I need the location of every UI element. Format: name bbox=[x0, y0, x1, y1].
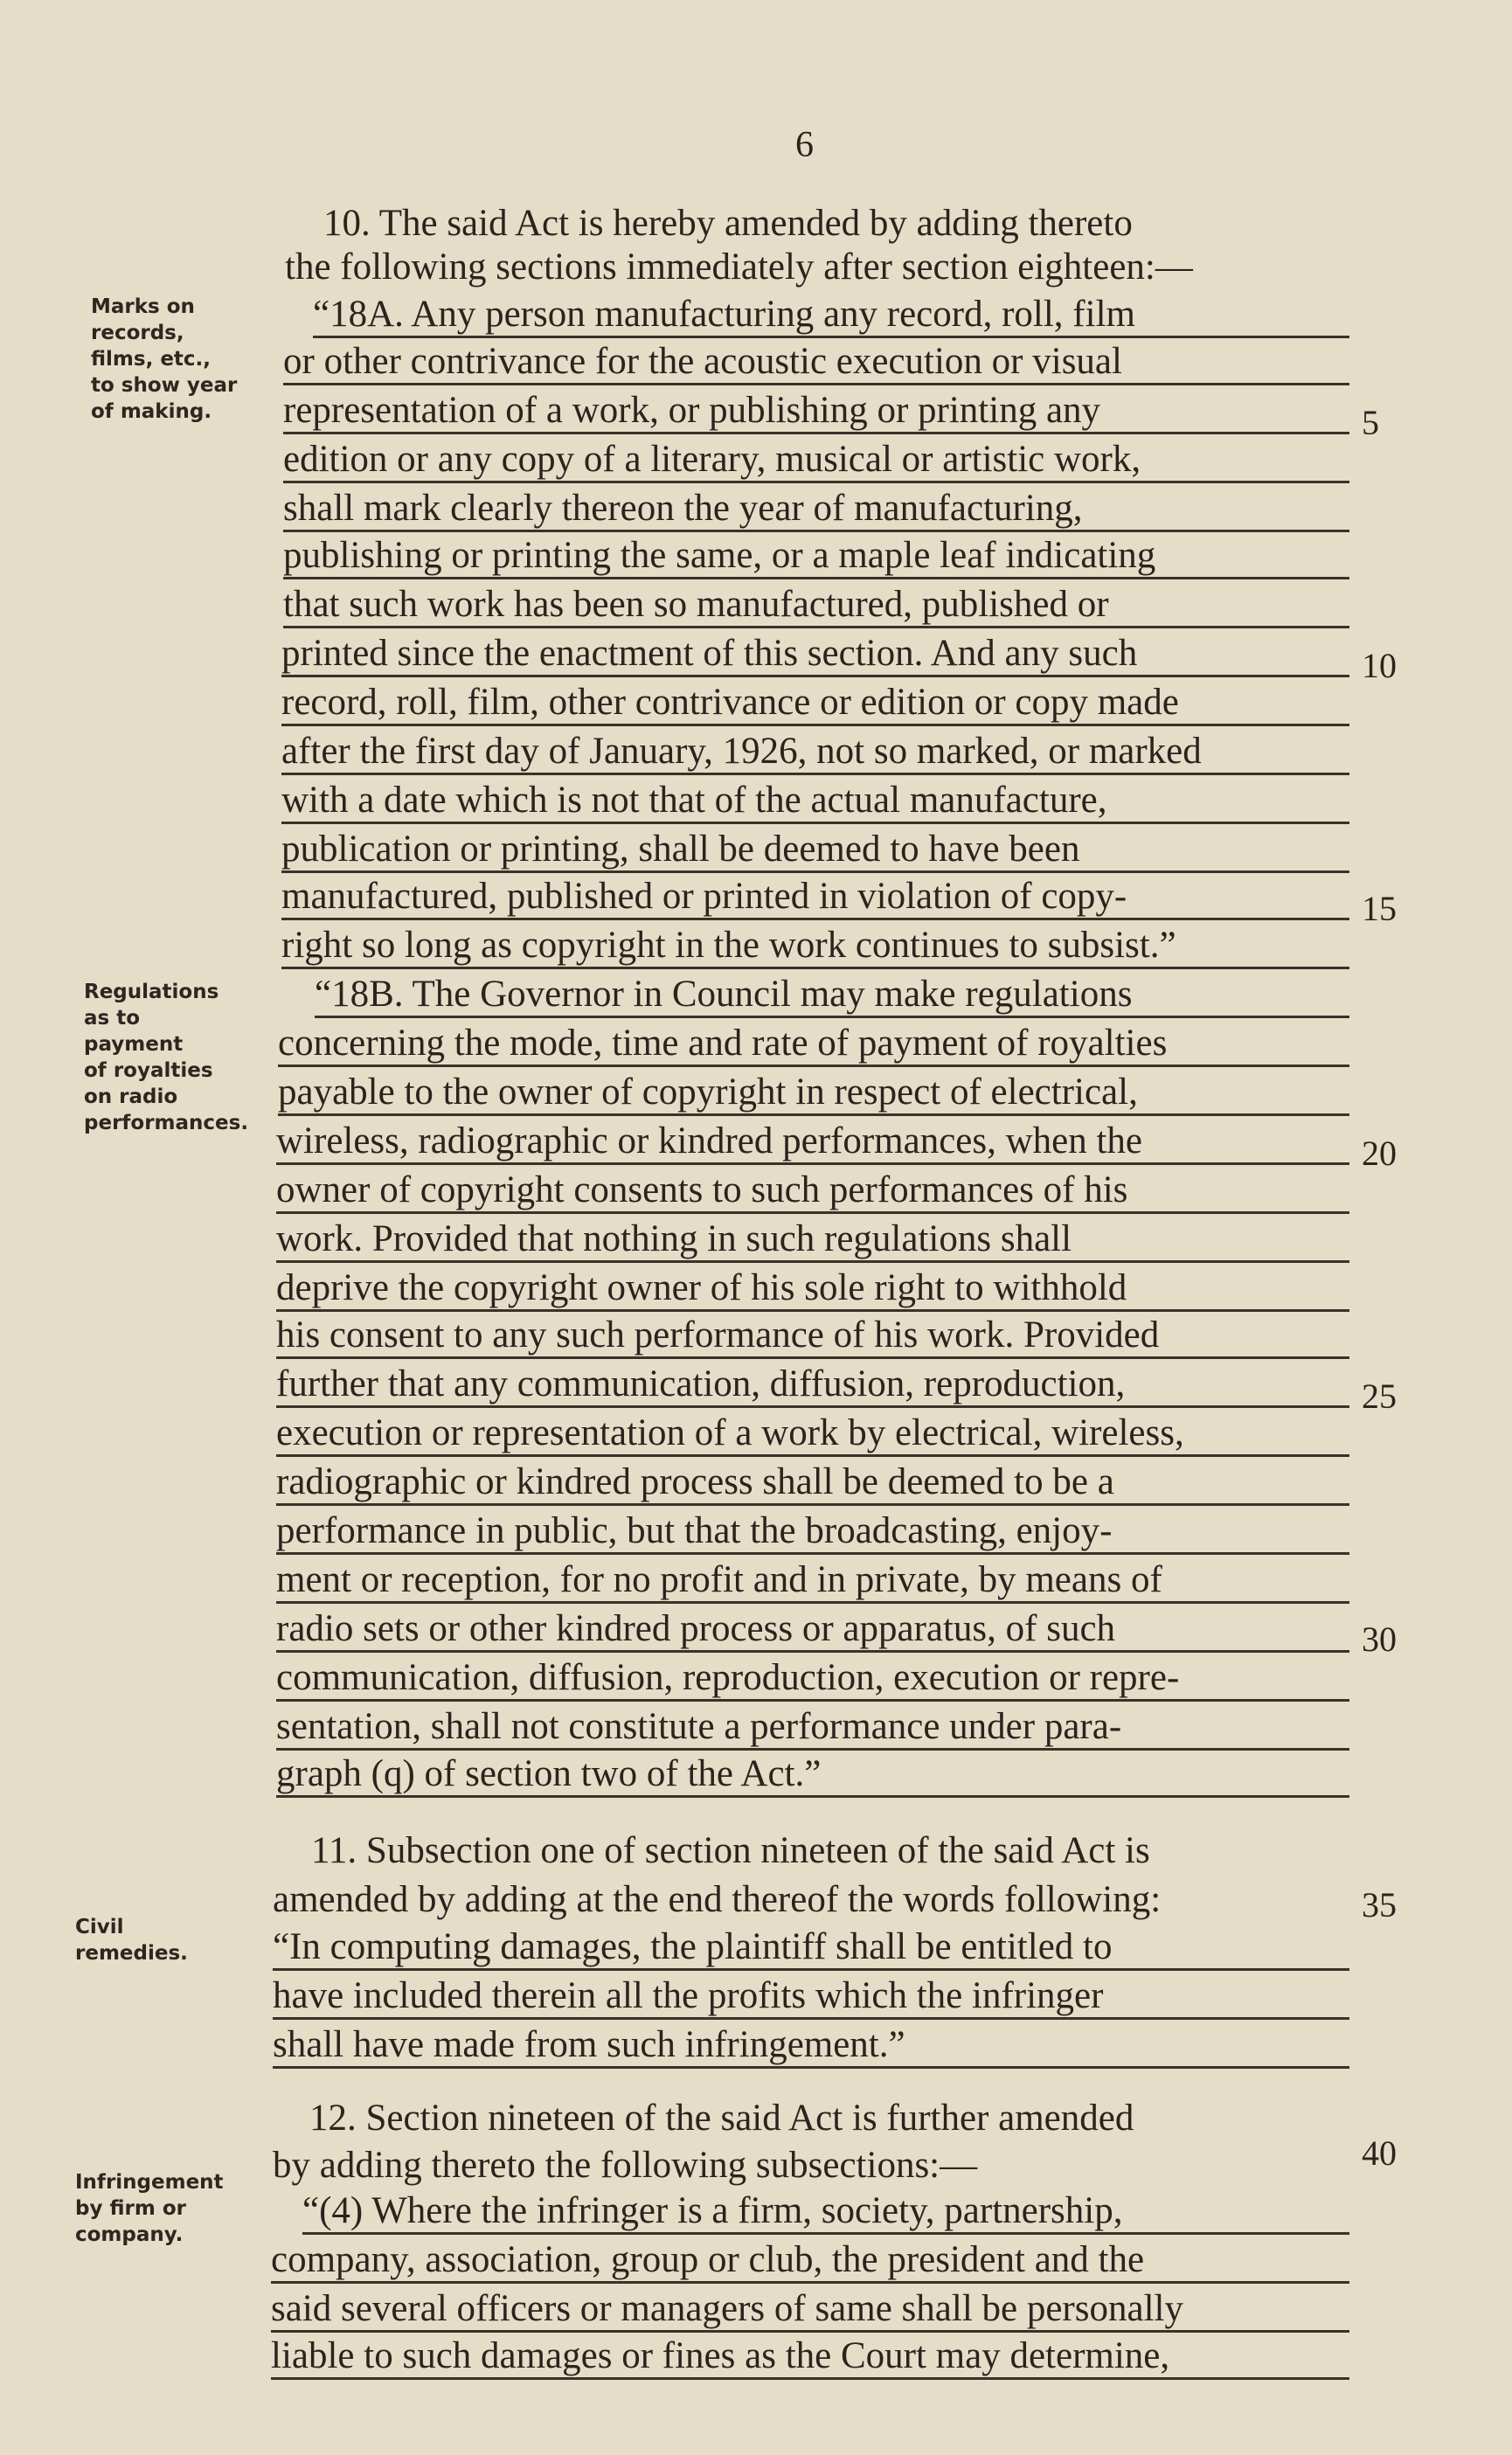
margin-note-line: remedies. bbox=[75, 1942, 188, 1965]
text-line: 11. Subsection one of section nineteen of the said Act is bbox=[311, 1830, 1150, 1871]
margin-note-line: Marks on bbox=[91, 295, 195, 318]
text-line: further that any communication, diffusion, reproduction, bbox=[276, 1363, 1349, 1408]
text-line: “(4) Where the infringer is a firm, society, partnership, bbox=[302, 2190, 1349, 2235]
text-line: ment or reception, for no profit and in private, by means of bbox=[276, 1559, 1349, 1604]
text-line: execution or representation of a work by electrical, wireless, bbox=[276, 1412, 1349, 1457]
text-line: that such work has been so manufactured, published or bbox=[283, 584, 1349, 628]
margin-note-line: of making. bbox=[91, 400, 212, 423]
text-line: after the first day of January, 1926, not so marked, or marked bbox=[281, 731, 1349, 775]
text-line: company, association, group or club, the president and the bbox=[271, 2239, 1349, 2284]
margin-note-line: to show year bbox=[91, 374, 238, 397]
text-line: radiographic or kindred process shall be deemed to be a bbox=[276, 1461, 1349, 1506]
margin-note-line: on radio bbox=[84, 1085, 178, 1108]
line-number: 30 bbox=[1362, 1619, 1397, 1659]
line-number: 40 bbox=[1362, 2133, 1397, 2173]
margin-note-line: Infringement bbox=[75, 2171, 224, 2194]
line-number: 15 bbox=[1362, 889, 1397, 928]
line-number: 35 bbox=[1362, 1885, 1397, 1924]
text-line: said several officers or managers of same shall be personally bbox=[271, 2288, 1349, 2333]
text-line: publication or printing, shall be deemed to have been bbox=[281, 829, 1349, 873]
text-line: shall mark clearly thereon the year of manufacturing, bbox=[283, 488, 1349, 532]
margin-note-line: company. bbox=[75, 2223, 184, 2246]
text-line: communication, diffusion, reproduction, execution or repre- bbox=[276, 1657, 1349, 1702]
text-line: 12. Section nineteen of the said Act is further amended bbox=[309, 2098, 1134, 2139]
margin-note-line: performances. bbox=[84, 1112, 249, 1134]
text-line: work. Provided that nothing in such regulations shall bbox=[276, 1218, 1349, 1263]
text-line: “In computing damages, the plaintiff shall be entitled to bbox=[273, 1926, 1349, 1971]
text-line: representation of a work, or publishing or printing any bbox=[283, 390, 1349, 434]
margin-note-line: records, bbox=[91, 322, 184, 344]
line-number: 25 bbox=[1362, 1377, 1397, 1416]
margin-note-line: as to bbox=[84, 1007, 141, 1030]
text-line: sentation, shall not constitute a performance under para- bbox=[276, 1706, 1349, 1751]
text-line: wireless, radiographic or kindred performances, when the bbox=[276, 1120, 1349, 1165]
line-number: 5 bbox=[1362, 403, 1379, 442]
text-line: manufactured, published or printed in violation of copy- bbox=[281, 876, 1349, 920]
text-line: have included therein all the profits which the infringer bbox=[273, 1975, 1349, 2020]
margin-note-infringement-firm bbox=[75, 2169, 224, 2248]
margin-note-line: of royalties bbox=[84, 1059, 213, 1082]
text-line: amended by adding at the end thereof the words following: bbox=[273, 1879, 1162, 1920]
text-line: with a date which is not that of the actual manufacture, bbox=[281, 780, 1349, 824]
margin-note-line: Regulations bbox=[84, 981, 219, 1003]
text-line: the following sections immediately after section eighteen:— bbox=[285, 246, 1193, 288]
text-line: 10. The said Act is hereby amended by adding thereto bbox=[323, 203, 1133, 244]
text-line: deprive the copyright owner of his sole right to withhold bbox=[276, 1267, 1349, 1312]
text-line: concerning the mode, time and rate of payment of royalties bbox=[278, 1023, 1349, 1067]
page-number: 6 bbox=[795, 125, 814, 165]
text-line: “18A. Any person manufacturing any record, roll, film bbox=[313, 294, 1349, 338]
text-line: owner of copyright consents to such performances of his bbox=[276, 1169, 1349, 1214]
line-number: 20 bbox=[1362, 1134, 1397, 1173]
text-line: liable to such damages or fines as the Court may determine, bbox=[271, 2335, 1349, 2380]
text-line: “18B. The Governor in Council may make regulations bbox=[315, 974, 1349, 1018]
line-number: 10 bbox=[1362, 646, 1397, 685]
text-line: or other contrivance for the acoustic execution or visual bbox=[283, 341, 1349, 385]
text-line: publishing or printing the same, or a maple leaf indicating bbox=[283, 535, 1349, 579]
text-line: payable to the owner of copyright in respect of electrical, bbox=[278, 1071, 1349, 1116]
margin-note-line: Civil bbox=[75, 1916, 124, 1938]
text-line: edition or any copy of a literary, musical or artistic work, bbox=[283, 439, 1349, 483]
text-line: radio sets or other kindred process or apparatus, of such bbox=[276, 1608, 1349, 1653]
text-line: his consent to any such performance of his work. Provided bbox=[276, 1314, 1349, 1359]
text-line: graph (q) of section two of the Act.” bbox=[276, 1753, 1349, 1798]
text-line: right so long as copyright in the work continues to subsist.” bbox=[281, 925, 1349, 969]
margin-note-line: payment bbox=[84, 1033, 184, 1056]
text-line: shall have made from such infringement.” bbox=[273, 2024, 1349, 2069]
text-line: performance in public, but that the broadcasting, enjoy- bbox=[276, 1510, 1349, 1555]
margin-note-regulations-royalties bbox=[84, 979, 248, 1136]
margin-note-line: by firm or bbox=[75, 2197, 186, 2220]
text-line: record, roll, film, other contrivance or edition or copy made bbox=[281, 682, 1349, 726]
margin-note-marks-on-records bbox=[91, 294, 237, 425]
text-line: by adding thereto the following subsections:— bbox=[273, 2145, 978, 2186]
text-line: printed since the enactment of this section. And any such bbox=[281, 633, 1349, 677]
margin-note-line: films, etc., bbox=[91, 348, 212, 371]
margin-note-civil-remedies bbox=[75, 1914, 188, 1966]
